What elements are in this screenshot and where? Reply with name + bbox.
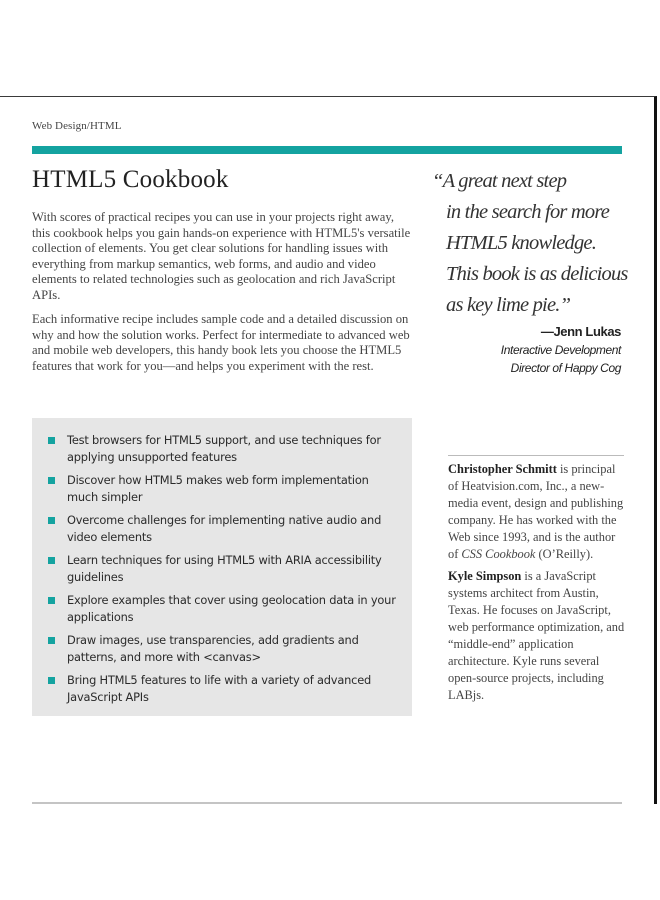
feature-text: Explore examples that cover using geolocation data in your applications — [67, 593, 396, 624]
quote-line: as key lime pie.” — [446, 294, 571, 316]
bio-text: is principal of Heatvision.com, Inc., a new-media event, design and publishing company. He has worked with the Web since 1993, and is the author of — [448, 462, 624, 561]
feature-item — [48, 592, 396, 626]
feature-item — [48, 552, 396, 586]
feature-text: Overcome challenges for implementing native audio and video elements — [67, 513, 382, 544]
feature-box — [32, 418, 412, 716]
author-bio — [448, 568, 628, 704]
square-bullet-icon — [48, 637, 55, 644]
feature-item — [48, 432, 396, 466]
feature-item — [48, 672, 396, 706]
testimonial-role: Director of Happy Cog — [510, 361, 621, 375]
feature-text: Learn techniques for using HTML5 with ARIA accessibility guidelines — [67, 553, 382, 584]
description-paragraph: Each informative recipe includes sample code and a detailed discussion on why and how the solution works. Perfect for intermediate to advanced web and mobile web developers, this handy book lets you choose the HTML5 features that work for you—and helps you experiment with the rest. — [32, 312, 410, 373]
feature-item — [48, 632, 396, 666]
bio-text: is a JavaScript systems architect from Austin, Texas. He focuses on JavaScript, web performance optimization, and “middle-end” application architecture. Kyle runs several open-source projects, including LABjs. — [448, 569, 625, 702]
square-bullet-icon — [48, 557, 55, 564]
bottom-divider — [32, 802, 622, 804]
square-bullet-icon — [48, 677, 55, 684]
testimonial-quote — [432, 166, 627, 321]
category-label: Web Design/HTML — [32, 120, 122, 132]
author-bios — [448, 461, 628, 709]
square-bullet-icon — [48, 517, 55, 524]
testimonial-author: —Jenn Lukas — [540, 324, 621, 339]
square-bullet-icon — [48, 437, 55, 444]
feature-text: Test browsers for HTML5 support, and use techniques for applying unsupported features — [67, 433, 381, 464]
square-bullet-icon — [48, 597, 55, 604]
feature-text: Draw images, use transparencies, add gradients and patterns, and more with <canvas> — [67, 633, 359, 664]
author-name: Christopher Schmitt — [448, 462, 557, 476]
quote-line: This book is as delicious — [446, 263, 628, 285]
testimonial — [432, 166, 627, 377]
author-bio — [448, 461, 628, 563]
quote-line: “A great next step — [432, 170, 567, 192]
description-paragraph: With scores of practical recipes you can use in your projects right away, this cookbook helps you gain hands-on experience with HTML5's versatile collection of elements. You get clear solutions for handling issues with everything from markup semantics, web forms, and audio and video elements to related technologies such as geolocation and rich JavaScript APIs. — [32, 210, 411, 302]
feature-text: Discover how HTML5 makes web form implementation much simpler — [67, 473, 369, 504]
feature-text: Bring HTML5 features to life with a variety of advanced JavaScript APIs — [67, 673, 372, 704]
quote-line: HTML5 knowledge. — [446, 232, 597, 254]
book-reference: CSS Cookbook — [461, 547, 536, 561]
description — [32, 210, 412, 383]
square-bullet-icon — [48, 477, 55, 484]
feature-item — [48, 512, 396, 546]
author-name: Kyle Simpson — [448, 569, 522, 583]
divider — [448, 455, 624, 456]
testimonial-role: Interactive Development — [500, 343, 621, 357]
feature-list — [48, 432, 396, 706]
quote-line: in the search for more — [446, 201, 610, 223]
book-title: HTML5 Cookbook — [32, 166, 229, 193]
bio-text: (O’Reilly). — [535, 547, 594, 561]
testimonial-attribution — [432, 323, 627, 377]
feature-item — [48, 472, 396, 506]
accent-bar — [32, 146, 622, 154]
